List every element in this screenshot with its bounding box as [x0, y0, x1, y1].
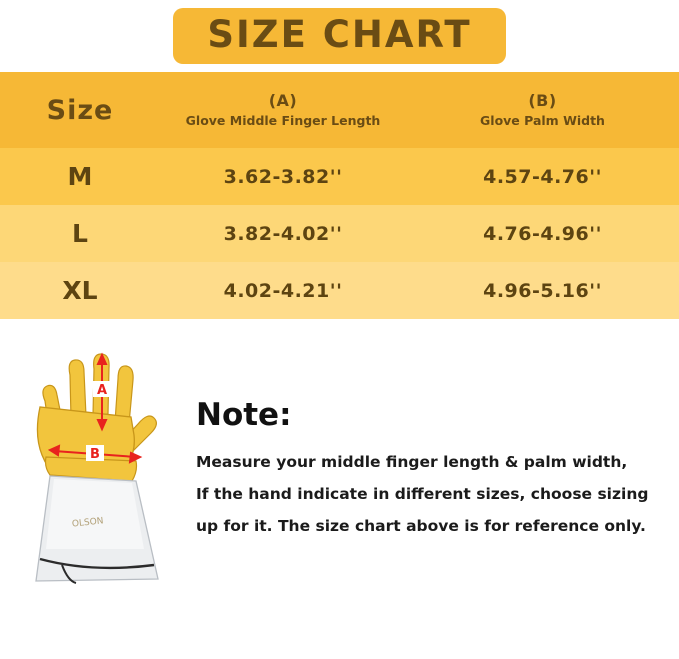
- cell-size: [0, 262, 160, 319]
- cell-size: [0, 205, 160, 262]
- size-chart-table: [0, 72, 679, 319]
- row-finger-value: 4.02-4.21'': [223, 279, 343, 302]
- header-cell-middle-finger-length: [160, 72, 406, 148]
- table-row: [0, 148, 679, 205]
- page-title: SIZE CHART: [207, 12, 472, 56]
- label-b: B: [90, 447, 100, 462]
- note-line: If the hand indicate in different sizes, choose sizing: [196, 484, 649, 503]
- table-row: [0, 262, 679, 319]
- note-block: [196, 397, 666, 542]
- cell-palm-width: [406, 262, 679, 319]
- note-line: up for it. The size chart above is for reference only.: [196, 516, 646, 535]
- header-b-label: (B): [528, 91, 557, 111]
- header-a-label: (A): [268, 91, 298, 111]
- row-size-value: M: [67, 162, 93, 191]
- header-cell-palm-width: [406, 72, 679, 148]
- note-line: Measure your middle finger length & palm width,: [196, 453, 628, 471]
- row-palm-value: 4.96-5.16'': [483, 279, 602, 302]
- brand-label: OLSON: [71, 516, 105, 530]
- table-row: [0, 205, 679, 262]
- table-header-row: [0, 72, 679, 148]
- header-size-label: Size: [46, 94, 114, 126]
- label-a: A: [96, 383, 108, 398]
- row-palm-value: 4.76-4.96'': [483, 222, 602, 245]
- title-badge: [173, 8, 505, 65]
- cell-middle-finger-length: [160, 262, 406, 319]
- title-bar: [0, 0, 679, 72]
- cell-middle-finger-length: [160, 148, 406, 205]
- cell-palm-width: [406, 205, 679, 262]
- cell-middle-finger-length: [160, 205, 406, 262]
- cell-palm-width: [406, 148, 679, 205]
- row-finger-value: 3.62-3.82'': [223, 165, 343, 188]
- header-cell-size: [0, 72, 160, 148]
- cell-size: [0, 148, 160, 205]
- header-a-description: Glove Middle Finger Length: [185, 113, 381, 129]
- bottom-section: [0, 319, 679, 602]
- row-size-value: L: [72, 219, 88, 248]
- row-finger-value: 3.82-4.02'': [223, 222, 343, 245]
- row-size-value: XL: [62, 276, 98, 305]
- note-title: Note:: [196, 397, 292, 433]
- row-palm-value: 4.57-4.76'': [483, 165, 602, 188]
- glove-measurement-diagram: [18, 329, 188, 599]
- header-b-description: Glove Palm Width: [480, 113, 605, 129]
- glove-illustration: [18, 329, 188, 599]
